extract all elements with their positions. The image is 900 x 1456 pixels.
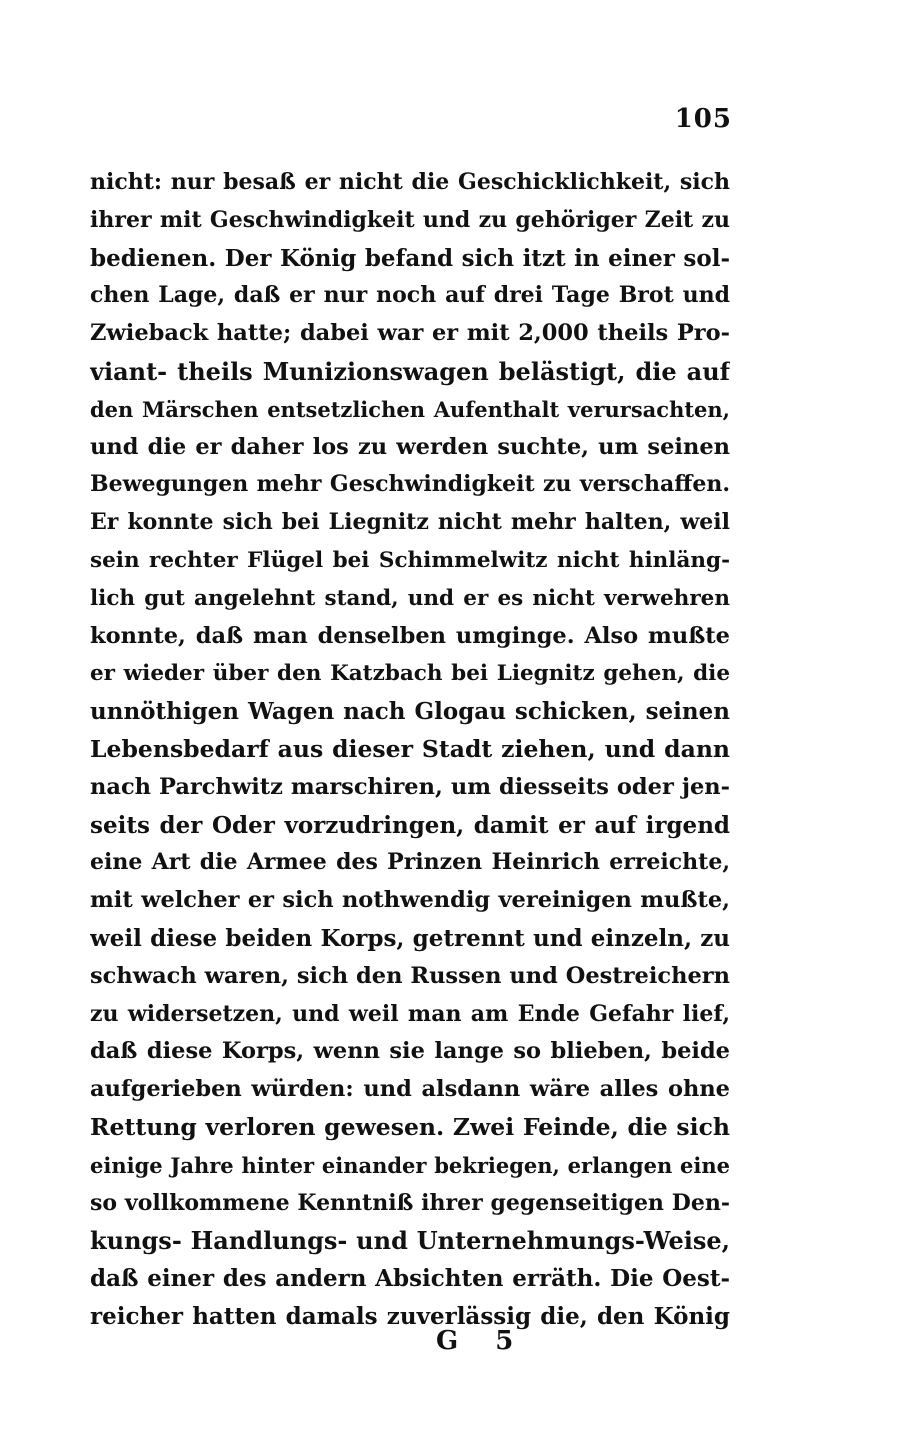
text-line: bedienen. Der König befand sich itzt in einer sol- (90, 244, 730, 272)
text-line: daß einer des andern Absichten erräth. Die Oest- (90, 1265, 730, 1293)
text-line: zu widersetzen, und weil man am Ende Gefahr lief, (90, 1000, 730, 1027)
body-text (90, 164, 730, 1336)
text-line: einige Jahre hinter einander bekriegen, erlangen eine (90, 1152, 730, 1178)
text-line: mit welcher er sich nothwendig vereinigen mußte, (90, 887, 730, 914)
text-line: reicher hatten damals zuverlässig die, den König (90, 1302, 730, 1330)
text-line: lich gut angelehnt stand, und er es nicht verwehren (90, 585, 730, 611)
text-line: Zwieback hatte; dabei war er mit 2,000 theils Pro- (90, 320, 730, 347)
text-line: unnöthigen Wagen nach Glogau schicken, seinen (90, 698, 730, 726)
text-line: kungs- Handlungs- und Unternehmungs-Weise, (90, 1226, 730, 1256)
text-line: er wieder über den Katzbach bei Liegnitz gehen, die (90, 661, 730, 687)
text-line: und die er daher los zu werden suchte, um seinen (90, 433, 730, 460)
text-line: eine Art die Armee des Prinzen Heinrich erreichte, (90, 849, 730, 876)
text-line: nicht: nur besaß er nicht die Geschicklichkeit, sich (90, 169, 730, 195)
text-line: Rettung verloren gewesen. Zwei Feinde, die sich (90, 1112, 730, 1141)
text-line: konnte, daß man denselben umginge. Also mußte (90, 622, 730, 649)
text-line: Er konnte sich bei Liegnitz nicht mehr halten, weil (90, 509, 730, 536)
text-line: schwach waren, sich den Russen und Oestreichern (90, 962, 730, 989)
page-number: 105 (674, 104, 732, 134)
text-line: so vollkommene Kenntniß ihrer gegenseitigen Den- (90, 1189, 730, 1216)
text-line: viant- theils Munizionswagen belästigt, die auf (90, 356, 730, 386)
signature-mark: G 5 (436, 1326, 528, 1356)
text-line: aufgerieben würden: und alsdann wäre alles ohne (90, 1076, 730, 1103)
text-line: chen Lage, daß er nur noch auf drei Tage Brot und (90, 282, 730, 309)
text-line: Lebensbedarf aus dieser Stadt ziehen, und dann (90, 734, 730, 763)
text-line: daß diese Korps, wenn sie lange so blieben, beide (90, 1038, 730, 1065)
text-line: ihrer mit Geschwindigkeit und zu gehöriger Zeit zu (90, 206, 730, 233)
text-line: sein rechter Flügel bei Schimmelwitz nicht hinläng- (90, 547, 730, 573)
text-line: weil diese beiden Korps, getrennt und einzeln, zu (90, 924, 730, 952)
text-line: nach Parchwitz marschiren, um diesseits oder jen- (90, 773, 730, 800)
text-line: den Märschen entsetzlichen Aufenthalt verursachten, (90, 396, 730, 422)
text-line: Bewegungen mehr Geschwindigkeit zu verschaffen. (90, 471, 730, 498)
text-line: seits der Oder vorzudringen, damit er auf irgend (90, 811, 730, 839)
